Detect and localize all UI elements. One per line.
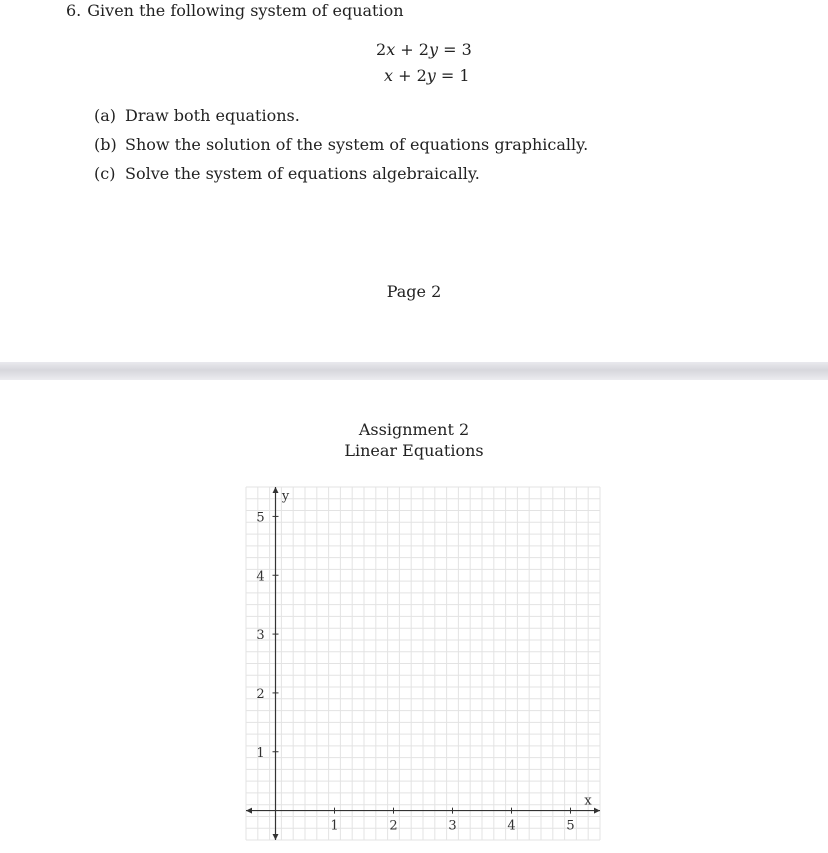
x-tick-label: 4	[507, 818, 516, 834]
eq2-op: +	[393, 66, 417, 85]
part-b-text: Show the solution of the system of equations graphically.	[125, 135, 589, 154]
x-axis-arrow-right	[594, 808, 600, 814]
x-tick-label: 3	[448, 818, 457, 834]
page-separator	[0, 362, 828, 380]
document-page-2	[0, 380, 828, 853]
x-tick-label: 1	[330, 818, 339, 834]
eq1-rhs: = 3	[438, 40, 472, 59]
eq1-var-y: y	[428, 40, 439, 59]
y-axis-label: y	[281, 489, 290, 504]
eq2-coef-y: 2	[416, 66, 427, 85]
eq1-op: +	[395, 40, 419, 59]
eq1-coef-y: 2	[418, 40, 429, 59]
eq1-coef-x: 2	[376, 40, 387, 59]
problem-number: 6.	[66, 1, 82, 20]
problem-intro: Given the following system of equation	[87, 1, 404, 20]
part-a	[94, 106, 300, 125]
equation-2	[384, 66, 470, 85]
problem-statement	[66, 1, 404, 20]
y-tick-label: 2	[256, 686, 265, 702]
eq2-rhs: = 1	[435, 66, 470, 85]
y-axis-arrow-down	[273, 834, 279, 840]
equation-1	[376, 40, 472, 59]
part-c	[94, 164, 480, 183]
document-page-1	[0, 0, 828, 366]
grid-minor-lines	[246, 487, 600, 840]
part-a-text: Draw both equations.	[125, 106, 300, 125]
part-a-label: (a)	[94, 106, 117, 125]
eq1-var-x: x	[386, 40, 396, 59]
x-axis-label: x	[584, 793, 592, 809]
page-footer: Page 2	[386, 282, 442, 301]
assignment-title: Assignment 2	[358, 420, 470, 439]
eq2-var-x: x	[384, 66, 394, 85]
y-tick-label: 4	[256, 569, 265, 585]
tick-labels	[256, 489, 592, 834]
eq2-var-y: y	[426, 66, 436, 85]
x-tick-label: 5	[566, 818, 575, 834]
y-tick-label: 1	[256, 745, 265, 761]
x-tick-label: 2	[389, 818, 398, 834]
x-axis-arrow-left	[246, 808, 252, 814]
y-tick-label: 3	[256, 628, 265, 644]
coordinate-grid	[240, 482, 605, 847]
y-axis-arrow-up	[273, 487, 279, 493]
assignment-subtitle: Linear Equations	[344, 441, 484, 460]
y-tick-label: 5	[256, 510, 265, 526]
part-b	[94, 135, 588, 154]
part-b-label: (b)	[94, 135, 117, 154]
part-c-text: Solve the system of equations algebraically.	[125, 164, 480, 183]
part-c-label: (c)	[94, 164, 116, 183]
